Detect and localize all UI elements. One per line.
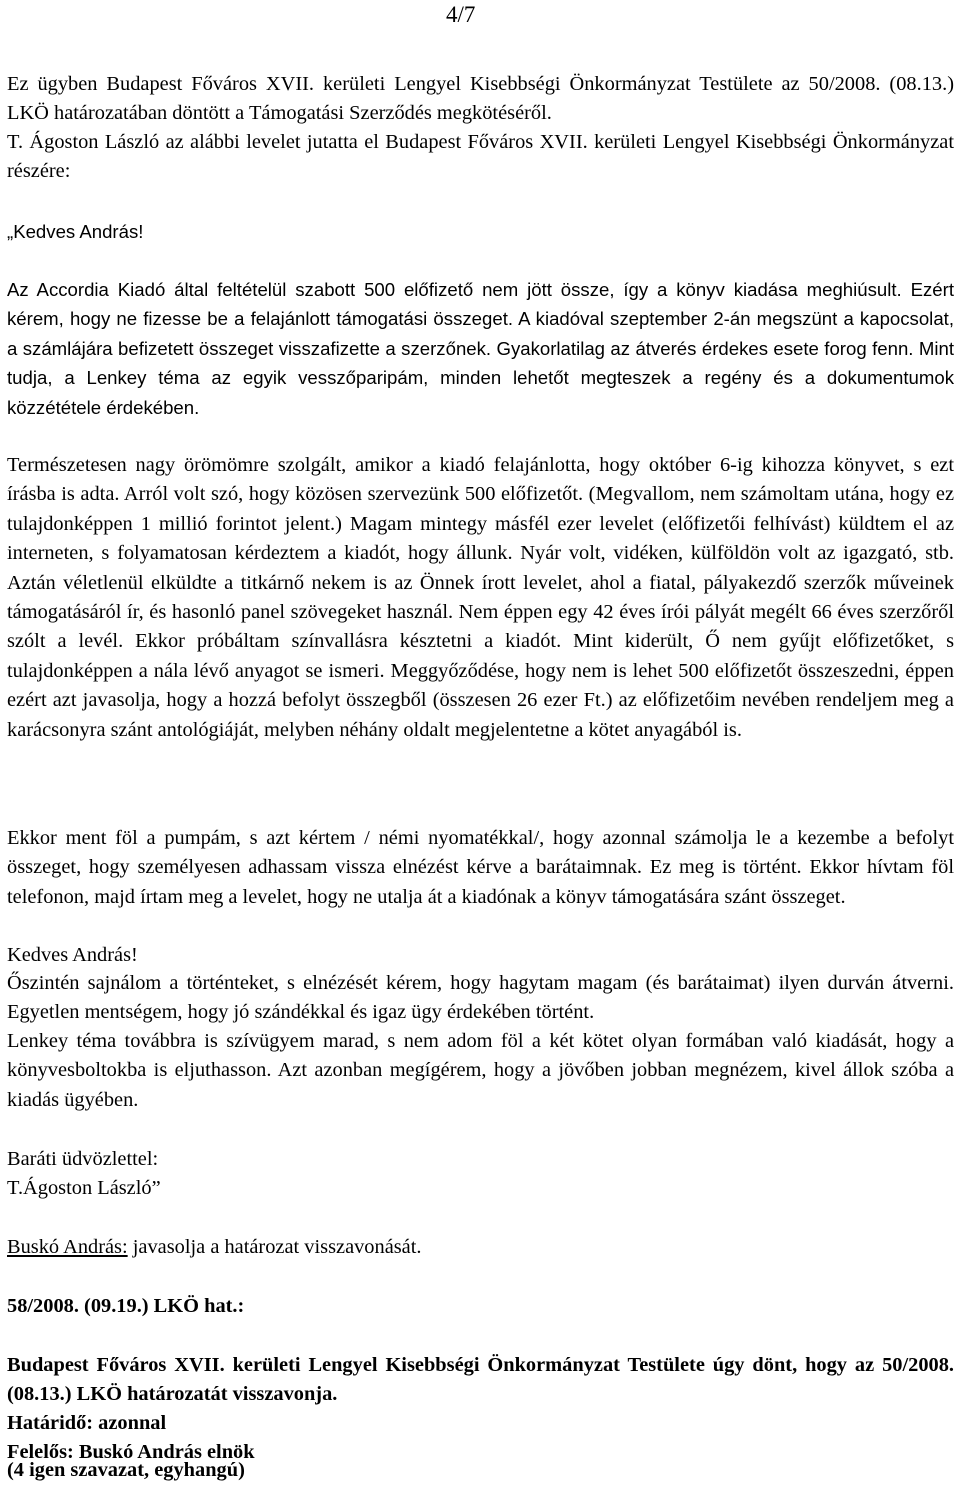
letter-paragraph-2: Természetesen nagy örömömre szolgált, amikor a kiadó felajánlotta, hogy október 6-ig kihozza könyvet, s ezt írásba is adta. Arról volt szó, hogy közösen szervezünk 500 előfizetőt. (Megvallom, nem számoltam utána, hogy ez tulajdonképpen 1 millió forintot jelent.) Magam mintegy másfél ezer levelet (előfizetői felhívást) küldtem el az interneten, s folyamatosan kérdeztem a kiadót, hogy állunk. Nyár volt, vidéken, külföldön volt az igazgató, stb. Aztán véletlenül elküldte a titkárnő nekem is az Önnek írott levelet, ahol a fiatal, pályakezdő szerzők műveinek támogatásáról ír, és hasonló panel szövegeket használ. Nem éppen egy 42 éves írói pályát megélt 66 éves szerzőről szólt a levél. Ekkor próbáltam színvallásra késztetni a kiadót. Mint kiderült, Ő nem gyűjt előfizetőket, s tulajdonképpen a nála lévő anyagot se ismeri. Meggyőződése, hogy nem is lehet 500 előfizetőt összeszedni, éppen ezért azt javasolja, hogy a hozzá befolyt összegből (összesen 26 ezer Ft.) az előfizetőim nevében rendeljem meg a karácsonyra szánt antológiáját, melyben néhány oldalt megjelentetne a kötet anyagából is. (7, 454, 954, 741)
intro-paragraph-2: T. Ágoston László az alábbi levelet jutatta el Budapest Főváros XVII. kerületi Lengyel Kisebbségi Önkormányzat részére: (7, 131, 954, 183)
letter-paragraph-4: Őszintén sajnálom a történteket, s elnézését kérem, hogy hagytam magam (és barátaimat) ilyen durván átverni. Egyetlen mentségem, hogy jó szándékkal és igaz ügy érdekében történt. (7, 972, 954, 1024)
resolution-deadline: Határidő: azonnal (7, 1412, 167, 1434)
proposal-name: Buskó András: (7, 1236, 128, 1258)
resolution-vote: (4 igen szavazat, egyhangú) (7, 1459, 245, 1481)
resolution-text: Budapest Főváros XVII. kerületi Lengyel Kisebbségi Önkormányzat Testülete úgy dönt, hogy az 50/2008. (08.13.) LKÖ határozatát visszavonja. (7, 1354, 954, 1406)
letter-paragraph-1: Az Accordia Kiadó által feltételül szabott 500 előfizető nem jött össze, így a könyv kiadása meghiúsult. Ezért kérem, hogy ne fizesse be a felajánlott támogatási összeget. A kiadóval szeptember 2-án megszünt a kapocsolat, a számlájára befizetett összeget visszafizette a szerzőnek. Gyakorlatilag az átverés érdekes esete forog fenn. Mint tudja, a Lenkey téma az egyik vesszőparipám, minden lehetőt megteszek a regény és a dokumentumok közzététele érdekében. (7, 279, 954, 418)
letter-signature: T.Ágoston László” (7, 1177, 161, 1199)
resolution-title: 58/2008. (09.19.) LKÖ hat.: (7, 1295, 245, 1317)
letter-greeting: „Kedves András! (7, 221, 144, 242)
proposal-text: javasolja a határozat visszavonását. (127, 1236, 422, 1258)
intro-paragraph: Ez ügyben Budapest Főváros XVII. kerületi Lengyel Kisebbségi Önkormányzat Testülete az 50/2008. (08.13.) LKÖ határozatában döntött a Támogatási Szerződés megkötéséről. (7, 73, 954, 125)
letter-paragraph-3: Ekkor ment föl a pumpám, s azt kértem / némi nyomatékkal/, hogy azonnal számolja le a kezembe a befolyt összeget, hogy személyesen adhassam vissza elnézést kérve a barátaimnak. Ez meg is történt. Ekkor hívtam föl telefonon, majd írtam meg a levelet, hogy ne utalja át a kiadónak a könyv támogatására szánt összeget. (7, 827, 954, 908)
resolution-responsible: Felelős: Buskó András elnök (7, 1441, 255, 1463)
letter-paragraph-5: Lenkey téma továbbra is szívügyem marad, s nem adom föl a két kötet olyan formában való kiadását, hogy a könyvesboltokba is eljuthasson. Azt azonban megígérem, hogy a jövőben jobban megnézem, kivel állok szóba a kiadás ügyében. (7, 1030, 954, 1111)
proposal-line (7, 1233, 954, 1262)
page-number: 4/7 (446, 2, 476, 27)
letter-closing: Baráti üdvözlettel: (7, 1148, 159, 1170)
letter-greeting-2: Kedves András! (7, 944, 138, 966)
